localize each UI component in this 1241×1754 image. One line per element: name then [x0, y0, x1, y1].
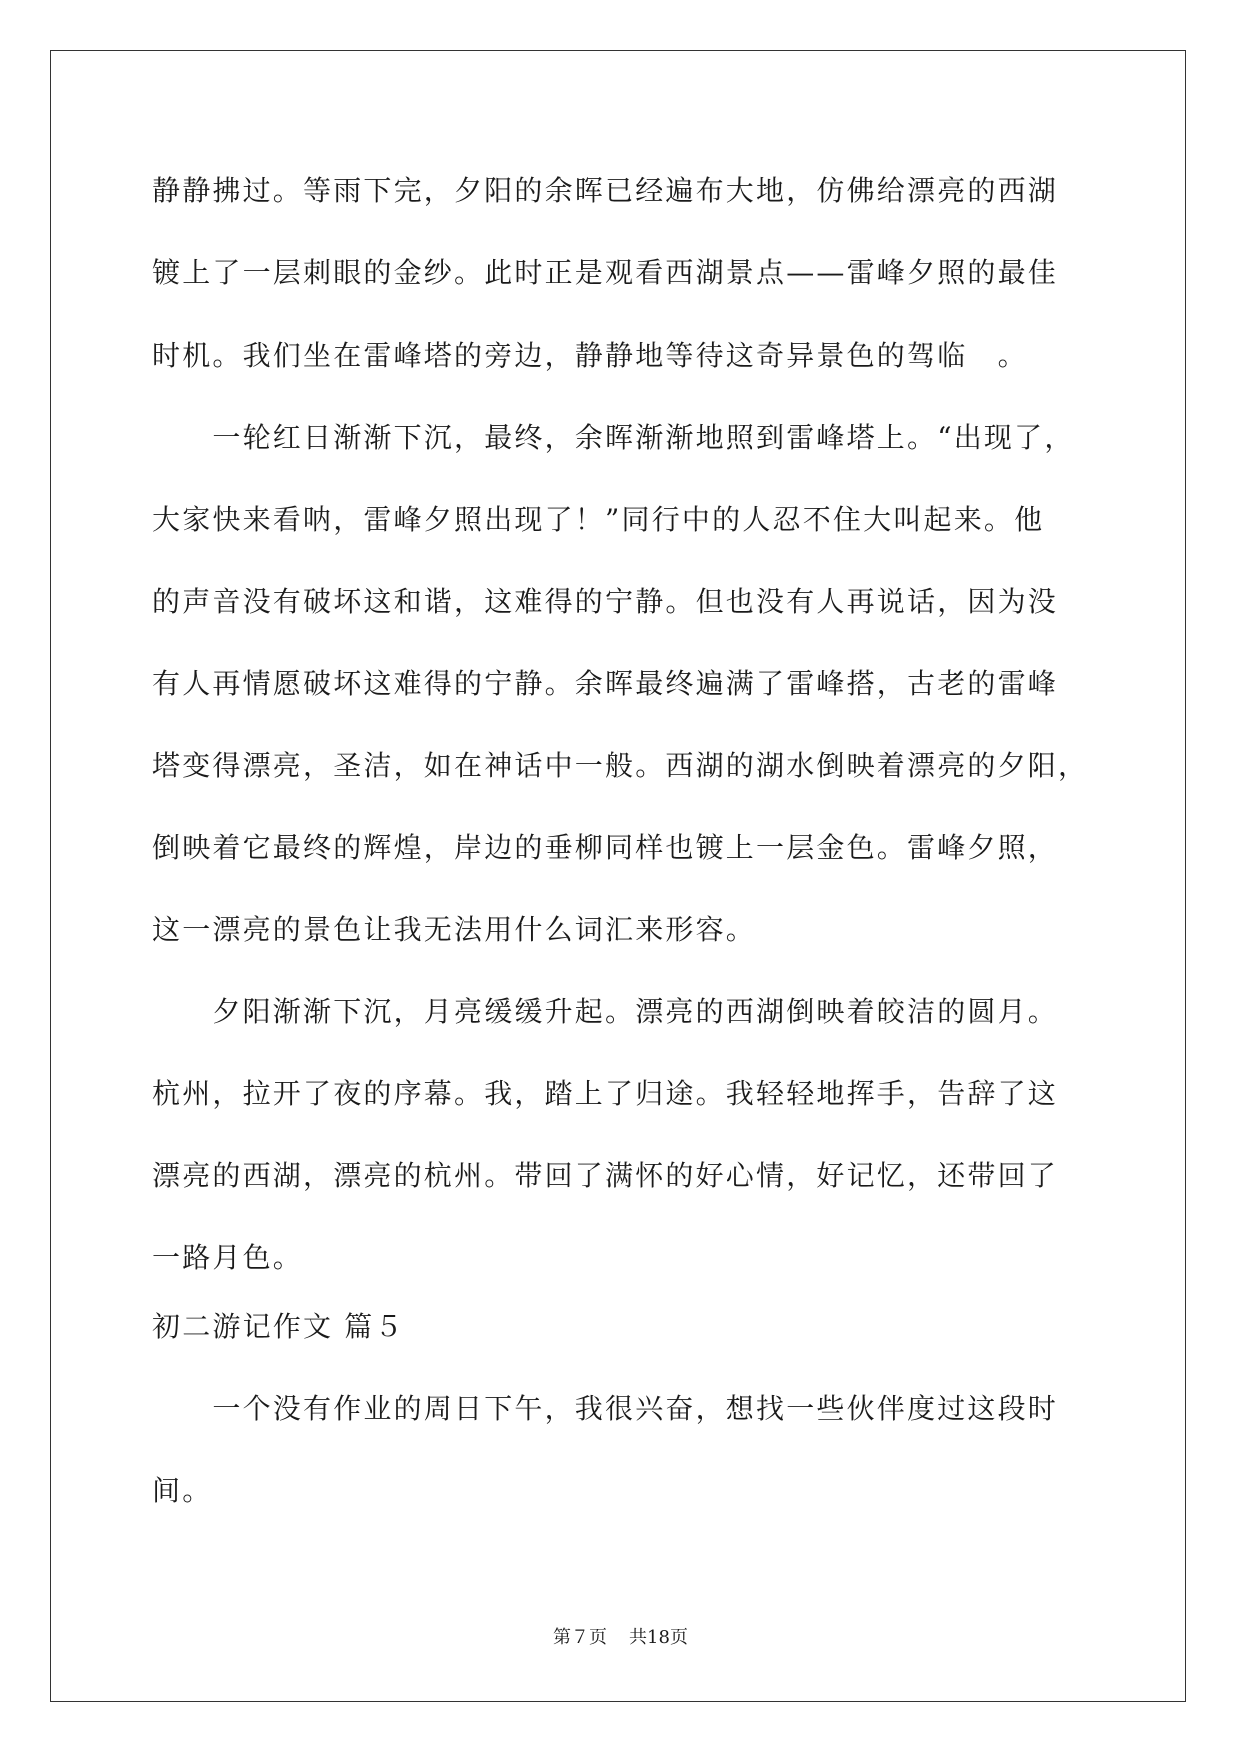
text-line: 夕阳渐渐下沉，月亮缓缓升起。漂亮的西湖倒映着皎洁的圆月。 — [152, 995, 1059, 1028]
text-line: 时机。我们坐在雷峰塔的旁边，静静地等待这奇异景色的驾临 。 — [152, 339, 1028, 372]
text-line: 大家快来看呐，雷峰夕照出现了！”同行中的人忍不住大叫起来。他 — [152, 503, 1045, 536]
page-number: 第７页 — [553, 1627, 608, 1648]
text-line: 一路月色。 — [152, 1241, 304, 1274]
text-line: 间。 — [152, 1474, 213, 1507]
section-heading: 初二游记作文 篇５ — [152, 1310, 405, 1343]
text-line: 有人再情愿破坏这难得的宁静。余晖最终遍满了雷峰搭，古老的雷峰 — [152, 667, 1059, 700]
text-line: 静静拂过。等雨下完，夕阳的余晖已经遍布大地，仿佛给漂亮的西湖 — [152, 174, 1059, 207]
text-line: 塔变得漂亮，圣洁，如在神话中一般。西湖的湖水倒映着漂亮的夕阳， — [152, 749, 1089, 782]
page-total: 共18页 — [629, 1627, 688, 1648]
text-line: 一个没有作业的周日下午，我很兴奋，想找一些伙伴度过这段时 — [152, 1392, 1059, 1425]
text-line: 的声音没有破坏这和谐，这难得的宁静。但也没有人再说话，因为没 — [152, 585, 1059, 618]
text-line: 一轮红日渐渐下沉，最终，余晖渐渐地照到雷峰塔上。“出现了， — [152, 421, 1075, 454]
text-line: 杭州，拉开了夜的序幕。我，踏上了归途。我轻轻地挥手，告辞了这 — [152, 1077, 1059, 1110]
text-line: 镀上了一层刺眼的金纱。此时正是观看西湖景点——雷峰夕照的最佳 — [152, 256, 1059, 289]
page-footer — [0, 1626, 1241, 1650]
text-line: 漂亮的西湖，漂亮的杭州。带回了满怀的好心情，好记忆，还带回了 — [152, 1159, 1059, 1192]
text-line: 这一漂亮的景色让我无法用什么词汇来形容。 — [152, 913, 757, 946]
page-border — [50, 50, 1186, 1702]
text-line: 倒映着它最终的辉煌，岸边的垂柳同样也镀上一层金色。雷峰夕照， — [152, 831, 1059, 864]
